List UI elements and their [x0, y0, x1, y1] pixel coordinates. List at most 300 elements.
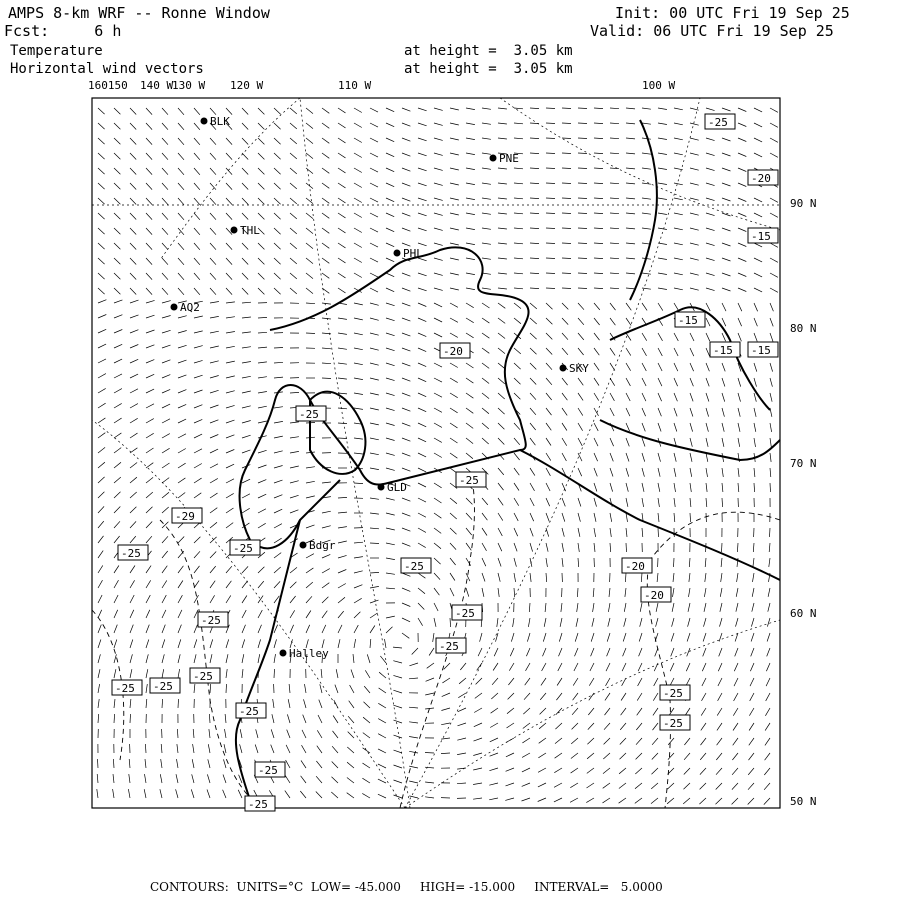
wind-vector: [425, 753, 434, 754]
wind-vector: [450, 423, 458, 428]
wind-vector: [114, 288, 120, 294]
wind-vector: [114, 507, 120, 514]
wind-vector: [738, 408, 740, 417]
wind-vector: [690, 408, 693, 417]
wind-vector: [322, 554, 330, 558]
wind-vector: [546, 423, 551, 430]
wind-vector: [306, 568, 313, 573]
wind-vector: [162, 375, 170, 378]
wind-vector: [322, 303, 331, 304]
wind-vector: [370, 258, 378, 262]
wind-vector: [363, 763, 371, 768]
wind-vector: [434, 303, 442, 307]
wind-vector: [146, 108, 152, 115]
wind-vector: [642, 273, 651, 274]
wind-vector: [578, 213, 587, 214]
wind-vector: [626, 258, 635, 259]
wind-vector: [642, 438, 645, 447]
wind-vector: [286, 760, 290, 768]
wind-vector: [668, 738, 674, 745]
wind-vector: [637, 708, 642, 715]
wind-vector: [441, 738, 450, 739]
wind-vector: [418, 453, 426, 457]
contour-label: [748, 228, 778, 243]
wind-vector: [750, 678, 754, 686]
wind-vector: [274, 581, 280, 588]
wind-vector: [434, 258, 443, 260]
wind-vector: [226, 376, 235, 378]
wind-vector: [556, 708, 562, 715]
wind-vector: [274, 213, 281, 219]
wind-vector: [274, 348, 283, 349]
wind-vector: [194, 213, 200, 220]
wind-vector: [546, 498, 550, 506]
wind-vector: [130, 359, 138, 363]
wind-vector: [354, 258, 362, 263]
wind-vector: [378, 703, 386, 708]
wind-vector: [226, 508, 234, 513]
wind-vector: [98, 536, 104, 543]
wind-vector: [658, 228, 667, 230]
wind-vector: [271, 745, 274, 753]
wind-vector: [530, 228, 539, 229]
wind-vector: [473, 798, 482, 799]
wind-vector: [242, 669, 243, 678]
wind-vector: [721, 573, 722, 582]
wind-vector: [194, 243, 200, 250]
station-label: BLK: [210, 115, 230, 128]
wind-vector: [194, 258, 200, 265]
wind-vector: [482, 573, 485, 582]
wind-vector: [658, 483, 660, 492]
wind-vector: [738, 108, 746, 112]
wind-vector: [178, 243, 184, 250]
wind-vector: [322, 511, 331, 513]
wind-vector: [194, 228, 200, 235]
wind-vector: [571, 738, 578, 744]
wind-vector: [621, 708, 626, 715]
wind-vector: [497, 618, 498, 627]
wind-vector: [626, 468, 629, 477]
wind-vector: [639, 648, 642, 656]
wind-vector: [530, 528, 533, 536]
wind-vector: [573, 678, 578, 686]
wind-vector: [458, 723, 467, 726]
wind-vector: [370, 378, 379, 380]
wind-vector: [719, 648, 722, 656]
wind-vector: [546, 258, 555, 259]
wind-vector: [722, 498, 723, 507]
wind-vector: [258, 347, 267, 348]
wind-vector: [738, 288, 746, 292]
wind-vector: [690, 213, 699, 215]
wind-vector: [114, 183, 120, 189]
wind-vector: [594, 513, 596, 522]
wind-vector: [482, 543, 487, 551]
field-wind: Horizontal wind vectors: [10, 61, 204, 77]
wind-vector: [354, 348, 363, 350]
wind-vector: [530, 273, 539, 274]
wind-vector: [636, 723, 642, 730]
contour-label: [245, 796, 275, 811]
wind-vector: [610, 303, 616, 310]
wind-vector: [770, 243, 778, 247]
wind-vector: [274, 377, 283, 378]
wind-vector: [482, 558, 486, 566]
wind-vector: [193, 729, 194, 738]
wind-vector: [393, 690, 402, 693]
wind-vector: [162, 434, 170, 438]
wind-vector: [194, 684, 195, 693]
wind-vector: [130, 374, 138, 378]
wind-vector: [749, 723, 754, 731]
wind-vector: [98, 123, 105, 129]
wind-vector: [450, 108, 459, 110]
wind-vector: [146, 168, 152, 175]
wind-vector: [393, 675, 402, 678]
station-dot: [280, 650, 287, 657]
wind-vector: [418, 213, 427, 216]
wind-vector: [274, 639, 277, 648]
wind-vector: [658, 363, 662, 371]
wind-vector: [482, 108, 491, 109]
wind-vector: [162, 654, 164, 663]
wind-vector: [530, 288, 539, 289]
wind-vector: [354, 453, 363, 454]
wind-vector: [674, 483, 676, 492]
wind-vector: [130, 463, 137, 469]
contour-label: [436, 638, 466, 653]
wind-vector: [354, 408, 363, 409]
wind-vector: [546, 153, 555, 154]
wind-vector: [386, 363, 395, 366]
wind-vector: [354, 123, 362, 128]
station-phl: [394, 247, 424, 260]
wind-vector: [562, 528, 564, 537]
wind-vector: [466, 438, 473, 444]
wind-vector: [354, 303, 363, 305]
wind-vector: [626, 543, 627, 552]
wind-vector: [769, 558, 770, 567]
wind-vector: [498, 183, 507, 184]
station-dot: [560, 365, 567, 372]
wind-vector: [162, 566, 167, 573]
wind-vector: [306, 582, 313, 588]
wind-vector: [626, 408, 630, 416]
wind-vector: [525, 678, 530, 685]
wind-vector: [332, 777, 339, 783]
wind-vector: [546, 378, 552, 385]
wind-vector: [274, 567, 281, 573]
wind-vector: [290, 273, 297, 279]
wind-vector: [370, 363, 379, 365]
wind-vector: [560, 618, 562, 627]
wind-vector: [626, 363, 631, 371]
wind-vector: [210, 493, 218, 498]
wind-vector: [409, 781, 418, 783]
wind-vector: [258, 153, 264, 159]
wind-vector: [114, 330, 122, 334]
wind-vector: [620, 738, 626, 745]
wind-vector: [210, 302, 219, 304]
wind-vector: [514, 498, 519, 506]
wind-vector: [224, 759, 227, 768]
contour-label: [150, 678, 180, 693]
wind-vector: [658, 153, 667, 155]
wind-vector: [574, 663, 578, 671]
wind-vector: [674, 333, 678, 341]
wind-vector: [418, 603, 424, 610]
wind-vector: [578, 423, 583, 431]
wind-vector: [573, 693, 578, 700]
wind-vector: [178, 639, 181, 648]
wind-vector: [434, 498, 442, 503]
wind-vector: [434, 483, 442, 488]
wind-vector: [622, 663, 626, 671]
wind-vector: [530, 363, 536, 369]
wind-vector: [544, 618, 546, 627]
contour-label: [236, 703, 266, 718]
wind-vector: [306, 496, 315, 498]
wind-vector: [690, 393, 693, 401]
wind-vector: [425, 782, 434, 783]
wind-vector: [274, 509, 282, 513]
wind-vector: [370, 273, 378, 277]
wind-vector: [386, 627, 393, 633]
wind-vector: [450, 153, 459, 155]
wind-vector: [684, 738, 690, 745]
wind-vector: [766, 693, 770, 701]
wind-vector: [466, 123, 475, 125]
wind-vector: [722, 153, 731, 156]
wind-vector: [178, 434, 186, 438]
height-wind: at height = 3.05 km: [404, 61, 573, 77]
wind-vector: [738, 228, 746, 232]
wind-vector: [514, 558, 516, 567]
wind-vector: [386, 498, 395, 500]
wind-vector: [674, 288, 683, 290]
wind-vector: [402, 288, 410, 291]
wind-vector: [732, 783, 738, 790]
wind-vector: [474, 708, 482, 713]
wind-vector: [258, 480, 266, 483]
wind-vector: [434, 618, 436, 627]
wind-vector: [732, 753, 738, 760]
wind-vector: [722, 183, 731, 186]
wind-vector: [98, 403, 106, 408]
wind-vector: [301, 761, 306, 769]
wind-vector: [434, 603, 438, 611]
wind-vector: [514, 303, 521, 309]
wind-vector: [178, 463, 186, 468]
wind-vector: [498, 558, 501, 567]
wind-vector: [674, 468, 676, 477]
wind-vector: [338, 138, 346, 143]
wind-vector: [146, 522, 152, 529]
wind-vector: [704, 588, 706, 597]
wind-vector: [274, 421, 283, 423]
wind-vector: [354, 557, 363, 558]
wind-vector: [706, 393, 709, 402]
wind-vector: [98, 669, 100, 678]
wind-vector: [562, 318, 568, 325]
wind-vector: [572, 723, 578, 729]
wind-vector: [194, 449, 202, 453]
wind-vector: [578, 288, 587, 289]
station-label: SKY: [569, 362, 589, 375]
wind-vector: [562, 393, 567, 400]
wind-vector: [351, 670, 354, 679]
wind-vector: [177, 759, 179, 768]
wind-vector: [386, 213, 394, 217]
wind-vector: [210, 376, 219, 379]
wind-vector: [498, 333, 505, 339]
wind-vector: [322, 258, 329, 263]
contour-label-text: -25: [663, 687, 683, 700]
wind-vector: [530, 393, 536, 400]
wind-vector: [335, 685, 338, 693]
contour-info: CONTOURS: UNITS=°C LOW= -45.000 HIGH= -15.000 INTERVAL= 5.0000: [150, 880, 663, 894]
wind-vector: [642, 228, 651, 229]
wind-vector: [226, 639, 229, 648]
wind-vector: [130, 625, 133, 633]
wind-vector: [290, 567, 297, 573]
wind-vector: [146, 507, 153, 513]
wind-vector: [674, 243, 683, 245]
wind-vector: [98, 595, 102, 603]
wind-vector: [402, 138, 410, 141]
wind-vector: [402, 543, 410, 546]
wind-vector: [224, 744, 226, 753]
wind-vector: [258, 183, 264, 189]
wind-vector: [434, 153, 443, 155]
wind-vector: [626, 123, 635, 124]
station-label: PHL: [403, 247, 423, 260]
wind-vector: [546, 543, 548, 552]
wind-vector: [409, 751, 418, 753]
wind-vector: [338, 333, 347, 334]
wind-vector: [562, 213, 571, 214]
wind-vector: [98, 288, 105, 294]
wind-vector: [322, 318, 331, 319]
wind-vector: [338, 378, 347, 379]
wind-vector: [178, 566, 183, 573]
wind-vector: [626, 498, 628, 507]
wind-vector: [258, 377, 267, 378]
wind-vector: [690, 153, 699, 155]
wind-vector: [274, 436, 283, 438]
wind-vector: [466, 273, 475, 275]
wind-vector: [434, 363, 442, 367]
wind-vector: [523, 723, 530, 729]
wind-vector: [258, 288, 264, 294]
wind-vector: [642, 393, 646, 401]
wind-vector: [338, 318, 347, 319]
wind-vector: [530, 318, 537, 324]
wind-vector: [511, 633, 514, 642]
wind-vector: [370, 600, 379, 603]
wind-vector: [210, 522, 217, 528]
wind-vector: [290, 392, 299, 393]
wind-vector: [226, 391, 235, 393]
contour-label-text: -25: [439, 640, 459, 653]
contour-label-text: -29: [175, 510, 195, 523]
wind-vector: [482, 303, 490, 308]
wind-vector: [656, 618, 658, 627]
wind-vector: [626, 213, 635, 214]
wind-vector: [130, 198, 136, 205]
wind-vector: [594, 213, 603, 214]
wind-vector: [290, 481, 299, 483]
wind-vector: [658, 453, 661, 462]
station-label: GLD: [387, 481, 407, 494]
wind-vector: [194, 168, 200, 175]
wind-vector: [642, 213, 651, 214]
wind-vector: [514, 228, 523, 229]
wind-vector: [354, 138, 362, 143]
wind-vector: [459, 678, 466, 684]
wind-vector: [226, 464, 234, 468]
wind-vector: [514, 453, 520, 460]
wind-vector: [434, 528, 441, 533]
wind-vector: [514, 588, 515, 597]
wind-vector: [642, 333, 647, 341]
wind-vector: [162, 243, 168, 250]
contour-label-text: -20: [443, 345, 463, 358]
contour-label: [710, 342, 740, 357]
wind-vector: [720, 603, 722, 612]
wind-vector: [370, 438, 379, 440]
wind-vector: [478, 648, 482, 656]
wind-vector: [674, 453, 676, 462]
wind-vector: [508, 678, 514, 685]
wind-vector: [162, 330, 171, 333]
wind-vector: [637, 693, 642, 701]
wind-vector: [770, 258, 778, 262]
wind-vector: [594, 378, 599, 386]
wind-vector: [683, 798, 690, 804]
wind-vector: [290, 466, 299, 468]
wind-vector: [610, 528, 611, 537]
wind-vector: [258, 421, 267, 423]
wind-vector: [482, 168, 491, 169]
wind-vector: [524, 693, 530, 700]
wind-vector: [706, 183, 715, 186]
wind-vector: [562, 303, 568, 309]
wind-vector: [706, 213, 715, 216]
wind-vector: [162, 123, 168, 130]
wind-vector: [255, 745, 258, 754]
wind-vector: [674, 213, 683, 215]
wind-vector: [160, 789, 162, 798]
wind-vector: [354, 612, 360, 618]
wind-vector: [562, 108, 571, 109]
wind-vector: [242, 198, 248, 205]
wind-vector: [354, 243, 362, 248]
wind-vector: [194, 419, 202, 423]
wind-vector: [457, 738, 466, 740]
wind-vector: [594, 108, 603, 109]
wind-vector: [457, 753, 466, 755]
wind-vector: [738, 273, 746, 277]
wind-vector: [738, 423, 740, 432]
wind-vector: [287, 714, 290, 723]
wind-vector: [418, 138, 427, 141]
wind-vector: [700, 783, 706, 789]
wind-vector: [530, 423, 536, 430]
contour-label: [748, 170, 778, 185]
wind-vector: [354, 318, 363, 320]
